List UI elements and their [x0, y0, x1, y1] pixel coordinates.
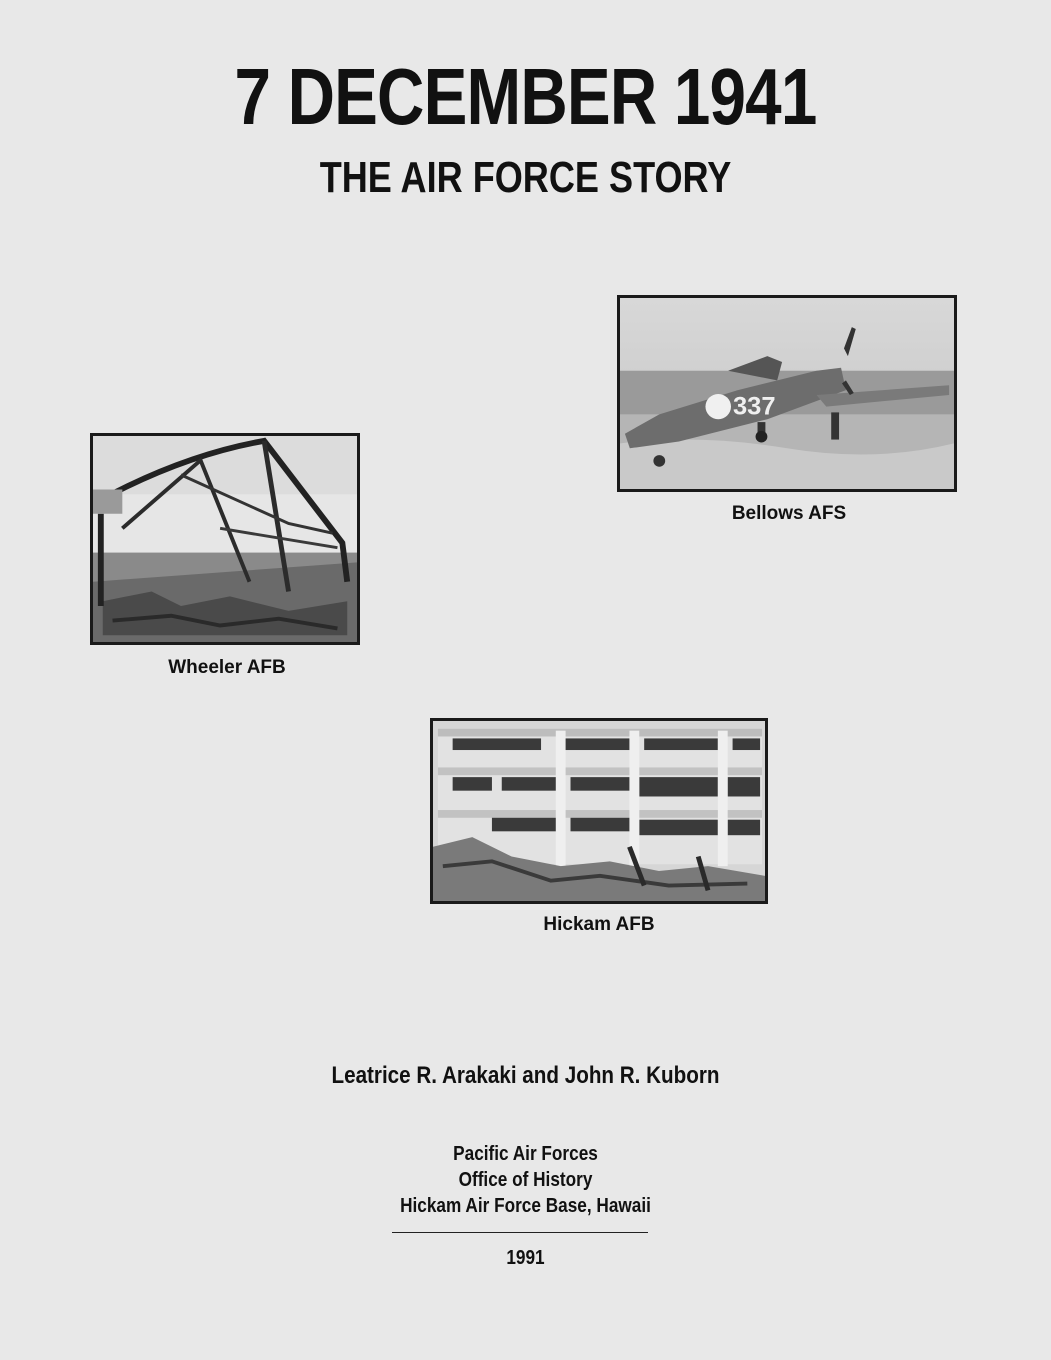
bellows-caption: Bellows AFS: [731, 503, 847, 524]
org-line-3: Hickam Air Force Base, Hawaii: [400, 1195, 651, 1217]
wheeler-caption: Wheeler AFB: [168, 657, 286, 678]
hickam-photo: [430, 718, 768, 904]
svg-text:337: 337: [732, 392, 776, 421]
wheeler-photo: [90, 433, 360, 645]
org-line-2: Office of History: [458, 1169, 593, 1191]
authors: Leatrice R. Arakaki and John R. Kuborn: [331, 1062, 720, 1089]
bellows-photo: [617, 295, 957, 492]
hickam-caption: Hickam AFB: [543, 914, 655, 935]
divider: [392, 1232, 648, 1233]
org-line-1: Pacific Air Forces: [453, 1143, 598, 1165]
publication-year: 1991: [506, 1247, 545, 1269]
book-subtitle: THE AIR FORCE STORY: [319, 153, 732, 202]
book-title: 7 DECEMBER 1941: [234, 52, 817, 141]
